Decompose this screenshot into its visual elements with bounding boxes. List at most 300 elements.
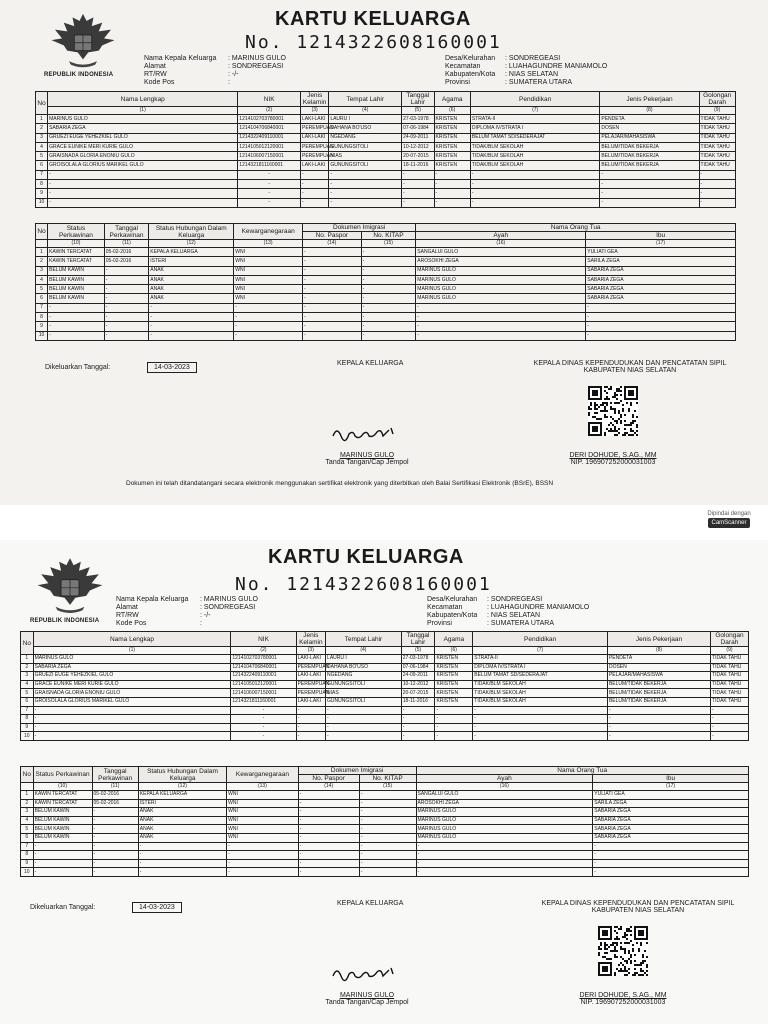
- member-kerja: PENDETA: [607, 655, 710, 664]
- row-number: 10: [21, 732, 34, 741]
- member-agama: KRISTEN: [434, 161, 470, 170]
- member-tempat: GUNUNGSITOLI: [326, 680, 402, 689]
- member-row: [21, 663, 749, 672]
- country-label: REPUBLIK INDONESIA: [44, 72, 114, 78]
- column-header-goldar: Golongan Darah: [699, 92, 735, 107]
- header-label: Nama Kepala Keluarga: [116, 596, 189, 603]
- member-kerja: BELUM/TIDAK BEKERJA: [607, 680, 710, 689]
- status-kitap: -: [359, 799, 416, 808]
- empty-cell: -: [33, 723, 231, 732]
- member-no: 3: [36, 133, 48, 142]
- empty-cell: -: [48, 331, 105, 340]
- member-goldar: TIDAK TAHU: [699, 152, 735, 161]
- status-ibu: SARILA ZEGA: [593, 799, 749, 808]
- member-nama: SABARIA ZEGA: [33, 663, 231, 672]
- status-status: KAWIN TERCATAT: [33, 799, 92, 808]
- empty-cell: -: [699, 170, 735, 179]
- empty-cell: -: [416, 313, 586, 322]
- member-agama: KRISTEN: [434, 115, 470, 124]
- column-index: (13): [227, 783, 299, 791]
- status-ibu: YULIATI GEA: [586, 248, 736, 257]
- status-row: [36, 275, 736, 284]
- empty-cell: -: [238, 198, 301, 207]
- status-row: [36, 248, 736, 257]
- member-tgl: 24-09-2011: [402, 133, 434, 142]
- header-left-row: [144, 79, 286, 87]
- column-index: (9): [711, 647, 749, 655]
- member-tgl: 07-06-1984: [401, 663, 435, 672]
- member-jk: PEREMPUAN: [297, 689, 330, 696]
- header-value: : SONDREGEASI: [487, 596, 543, 603]
- empty-cell: -: [326, 706, 402, 715]
- empty-cell: -: [600, 198, 699, 207]
- status-paspor: -: [298, 799, 359, 808]
- status-tgl: 05-02-2016: [92, 799, 138, 808]
- member-tempat: NGEDANG: [329, 133, 402, 142]
- empty-cell: -: [607, 723, 710, 732]
- empty-cell: -: [33, 715, 231, 724]
- status-kitap: -: [361, 285, 416, 294]
- empty-cell: -: [401, 706, 435, 715]
- status-no: 6: [36, 294, 48, 303]
- member-nama: MARINUS GULO: [33, 655, 231, 664]
- status-paspor: -: [298, 833, 359, 842]
- status-kwn: WNI: [234, 275, 303, 284]
- header-value: :: [200, 620, 202, 627]
- empty-cell: -: [234, 331, 303, 340]
- status-ayah: AROSOKHI ZEGA: [416, 799, 593, 808]
- header-label: Provinsi: [445, 79, 470, 86]
- empty-row: [36, 313, 736, 322]
- member-tgl: 18-11-2016: [402, 161, 434, 170]
- member-goldar: TIDAK TAHU: [699, 115, 735, 124]
- document-number: No. 1214322608160001: [235, 574, 492, 595]
- member-tgl: 20-07-2015: [401, 689, 435, 698]
- official-signature-block: [548, 992, 698, 1006]
- status-ibu: SABARIA ZEGA: [593, 808, 749, 817]
- member-jk: PEREMPUAN: [301, 152, 329, 161]
- member-nik: 1214102703780001: [238, 115, 301, 124]
- empty-row: [36, 189, 736, 198]
- empty-cell: -: [402, 198, 434, 207]
- status-ibu: SABARIA ZEGA: [586, 275, 736, 284]
- member-nama: GRAISNADA GLORIA ENONIU GULO: [48, 152, 238, 161]
- status-status: BELUM KAWIN: [48, 294, 105, 303]
- empty-cell: -: [435, 732, 473, 741]
- status-ibu: SABARIA ZEGA: [586, 266, 736, 275]
- status-ibu: SABARIA ZEGA: [586, 294, 736, 303]
- member-tempat: NIAS: [326, 689, 402, 698]
- member-no: 4: [21, 680, 34, 689]
- issued-label: Dikeluarkan Tanggal:: [45, 364, 111, 371]
- kepala-caption: Tanda Tangan/Cap Jempol: [325, 999, 409, 1006]
- column-header-kwn: Kewarganegaraan: [234, 224, 303, 240]
- column-index: (14): [303, 240, 362, 248]
- header-label: Kode Pos: [116, 620, 147, 627]
- kepala-keluarga-label: KEPALA KELUARGA: [337, 900, 404, 907]
- status-kwn: WNI: [234, 285, 303, 294]
- empty-cell: -: [361, 331, 416, 340]
- status-ibu: SABARIA ZEGA: [593, 833, 749, 842]
- member-row: [36, 152, 736, 161]
- official-nip: NIP. 196907252000031003: [570, 459, 656, 466]
- column-header-goldar: Golongan Darah: [711, 632, 749, 647]
- row-number: 10: [21, 868, 34, 877]
- status-kwn: WNI: [227, 816, 299, 825]
- member-row: [21, 697, 749, 706]
- member-jk: PEREMPUAN: [301, 124, 329, 133]
- empty-cell: -: [326, 723, 402, 732]
- camscanner-logo: CamScanner: [708, 518, 749, 528]
- empty-cell: -: [361, 322, 416, 331]
- status-kitap: -: [361, 257, 416, 266]
- empty-cell: -: [48, 170, 238, 179]
- empty-cell: -: [434, 180, 470, 189]
- member-pend: TIDAK/BLM SEKOLAH: [473, 689, 608, 698]
- member-jk: LAKI-LAKI: [301, 115, 329, 124]
- empty-cell: -: [359, 842, 416, 851]
- status-kwn: WNI: [227, 833, 299, 842]
- status-tgl: 05-02-2016: [92, 791, 138, 800]
- empty-cell: -: [48, 189, 238, 198]
- member-pend: TIDAK/BLM SEKOLAH: [470, 152, 599, 161]
- member-no: 3: [21, 672, 34, 681]
- empty-cell: -: [470, 198, 599, 207]
- status-tgl: -: [104, 285, 149, 294]
- member-kerja: DOSEN: [600, 124, 699, 133]
- empty-cell: -: [238, 170, 301, 179]
- member-nama: GROISOLALA GLORIUS MARIKEL GULO: [33, 697, 231, 706]
- status-kitap: -: [359, 791, 416, 800]
- status-no: 1: [21, 791, 34, 800]
- empty-cell: -: [92, 859, 138, 868]
- header-value: : LUAHAGUNDRE MANIAMOLO: [487, 604, 590, 611]
- member-no: 6: [21, 697, 34, 706]
- empty-cell: -: [473, 715, 608, 724]
- header-label: Kecamatan: [445, 63, 481, 70]
- empty-cell: -: [296, 723, 325, 732]
- member-kerja: BELUM/TIDAK BEKERJA: [607, 689, 710, 698]
- member-tempat: GUNUNGSITOLI: [326, 697, 402, 706]
- status-no: 2: [21, 799, 34, 808]
- header-left: [144, 55, 286, 87]
- member-jk: LAKI-LAKI: [296, 655, 325, 664]
- empty-cell: -: [699, 180, 735, 189]
- member-agama: KRISTEN: [434, 142, 470, 151]
- empty-cell: -: [607, 732, 710, 741]
- member-row: [21, 655, 749, 664]
- members-header-row: [21, 632, 749, 647]
- status-no: 4: [36, 275, 48, 284]
- member-nik: 1214321811160001: [231, 697, 296, 706]
- row-number: 7: [21, 842, 34, 851]
- member-agama: KRISTEN: [434, 133, 470, 142]
- column-index: (9): [699, 107, 735, 115]
- column-header-paspor: No. Paspor: [303, 232, 362, 240]
- status-index-row: [21, 783, 749, 791]
- status-hub: KEPALA KELUARGA: [149, 248, 234, 257]
- column-index: (8): [600, 107, 699, 115]
- status-status: KAWIN TERCATAT: [48, 248, 105, 257]
- empty-cell: -: [361, 313, 416, 322]
- column-header-ortu: Nama Orang Tua: [416, 224, 736, 232]
- empty-cell: -: [301, 170, 329, 179]
- empty-cell: -: [296, 715, 325, 724]
- status-row: [21, 799, 749, 808]
- column-index: (17): [586, 240, 736, 248]
- signature-icon: [329, 962, 399, 984]
- column-index: (12): [138, 783, 226, 791]
- status-tgl: -: [104, 266, 149, 275]
- member-kerja: PENDETA: [600, 115, 699, 124]
- member-jk: PEREMPUAN: [297, 663, 330, 670]
- column-index: (5): [401, 647, 435, 655]
- column-header-tgl-kawin: Tanggal Perkawinan: [104, 224, 149, 240]
- member-pend: STRATA-II: [473, 655, 608, 664]
- column-index: (1): [33, 647, 231, 655]
- member-goldar: TIDAK TAHU: [711, 655, 749, 664]
- member-tempat: DAHANA BO'USO: [329, 124, 402, 133]
- header-value: : MARINUS GULO: [228, 55, 286, 62]
- header-right-row: [445, 71, 607, 79]
- member-pend: DIPLOMA IV/STRATA I: [473, 663, 608, 672]
- empty-cell: -: [227, 859, 299, 868]
- status-ayah: MARINUS GULO: [416, 275, 586, 284]
- qr-code-icon: [598, 926, 648, 976]
- member-pend: TIDAK/BLM SEKOLAH: [470, 161, 599, 170]
- column-index: (16): [416, 240, 586, 248]
- empty-cell: -: [138, 868, 226, 877]
- header-label: Desa/Kelurahan: [427, 596, 478, 603]
- empty-cell: -: [711, 732, 749, 741]
- member-goldar: TIDAK TAHU: [711, 680, 749, 689]
- member-row: [36, 133, 736, 142]
- status-tgl: -: [92, 816, 138, 825]
- column-header-imigrasi: Dokumen Imigrasi: [303, 224, 416, 232]
- document-title: KARTU KELUARGA: [275, 8, 471, 30]
- column-index: (6): [435, 647, 473, 655]
- family-status-table: [20, 766, 749, 877]
- column-index: (4): [326, 647, 402, 655]
- empty-cell: -: [238, 180, 301, 189]
- empty-cell: -: [234, 303, 303, 312]
- empty-cell: -: [48, 180, 238, 189]
- empty-cell: -: [586, 322, 736, 331]
- camscanner-watermark: [700, 510, 758, 528]
- column-header-ibu: Ibu: [593, 775, 749, 783]
- empty-cell: -: [416, 859, 593, 868]
- status-status: BELUM KAWIN: [48, 266, 105, 275]
- header-left-row: [144, 71, 286, 79]
- member-row: [21, 680, 749, 689]
- member-pend: TIDAK/BLM SEKOLAH: [473, 697, 608, 706]
- column-header-imigrasi: Dokumen Imigrasi: [298, 767, 416, 775]
- row-number: 8: [36, 180, 48, 189]
- status-ayah: MARINUS GULO: [416, 808, 593, 817]
- member-tgl: 18-11-2016: [401, 697, 435, 706]
- status-hub: ANAK: [138, 816, 226, 825]
- status-kwn: WNI: [227, 799, 299, 808]
- empty-cell: -: [33, 868, 92, 877]
- empty-cell: -: [227, 851, 299, 860]
- empty-row: [21, 723, 749, 732]
- status-hub: ANAK: [149, 275, 234, 284]
- member-agama: KRISTEN: [435, 655, 473, 664]
- empty-cell: -: [470, 180, 599, 189]
- header-right-row: [445, 63, 607, 71]
- header-left: [116, 596, 258, 628]
- status-tgl: -: [92, 825, 138, 834]
- status-ibu: YULIATI GEA: [593, 791, 749, 800]
- member-jk: LAKI-LAKI: [301, 161, 329, 170]
- empty-cell: -: [711, 706, 749, 715]
- empty-cell: -: [416, 322, 586, 331]
- member-goldar: TIDAK TAHU: [699, 142, 735, 151]
- member-nik: 1214102703780001: [231, 655, 296, 664]
- member-tempat: DAHANA BO'USO: [326, 663, 402, 672]
- column-header-kitap: No. KITAP: [361, 232, 416, 240]
- status-tgl: -: [92, 833, 138, 842]
- header-label: RT/RW: [144, 71, 167, 78]
- member-kerja: DOSEN: [607, 663, 710, 672]
- empty-cell: -: [33, 851, 92, 860]
- members-header-row: [36, 92, 736, 107]
- status-kitap: -: [359, 833, 416, 842]
- status-no: 5: [21, 825, 34, 834]
- empty-cell: -: [593, 868, 749, 877]
- empty-cell: -: [402, 180, 434, 189]
- member-tempat: NIAS: [329, 152, 402, 161]
- header-value: : -/-: [228, 71, 239, 78]
- header-right: [445, 55, 607, 87]
- member-tgl: 24-09-2011: [401, 672, 435, 681]
- row-number: 10: [36, 198, 48, 207]
- members-index-row: [36, 107, 736, 115]
- status-no: 5: [36, 285, 48, 294]
- status-ibu: SABARIA ZEGA: [586, 285, 736, 294]
- status-hub: ANAK: [149, 294, 234, 303]
- empty-cell: -: [149, 322, 234, 331]
- column-header-kwn: Kewarganegaraan: [227, 767, 299, 783]
- status-kitap: -: [361, 275, 416, 284]
- signature-icon: [329, 422, 399, 444]
- dinas-title: KEPALA DINAS KEPENDUDUKAN DAN PENCATATAN SIPIL: [541, 900, 735, 907]
- empty-row: [36, 170, 736, 179]
- status-kwn: WNI: [234, 248, 303, 257]
- member-goldar: TIDAK TAHU: [699, 133, 735, 142]
- status-status: KAWIN TERCATAT: [48, 257, 105, 266]
- status-kwn: WNI: [227, 825, 299, 834]
- column-index: (7): [473, 647, 608, 655]
- member-agama: KRISTEN: [434, 124, 470, 133]
- member-pend: TIDAK/BLM SEKOLAH: [473, 680, 608, 689]
- empty-cell: -: [238, 189, 301, 198]
- empty-cell: -: [33, 706, 231, 715]
- header-label: Alamat: [144, 63, 166, 70]
- empty-cell: -: [402, 189, 434, 198]
- empty-cell: -: [329, 180, 402, 189]
- empty-cell: -: [48, 322, 105, 331]
- column-index: [36, 240, 48, 248]
- members-index-row: [21, 647, 749, 655]
- empty-cell: -: [401, 715, 435, 724]
- empty-cell: -: [402, 170, 434, 179]
- header-left-row: [116, 620, 258, 628]
- empty-cell: -: [227, 842, 299, 851]
- empty-cell: -: [33, 859, 92, 868]
- column-index: (16): [416, 783, 593, 791]
- members-table: [35, 91, 736, 208]
- column-header-hubungan: Status Hubungan Dalam Keluarga: [149, 224, 234, 240]
- status-kitap: -: [361, 266, 416, 275]
- document-title: KARTU KELUARGA: [268, 546, 464, 568]
- header-left-row: [116, 596, 258, 604]
- status-paspor: -: [298, 816, 359, 825]
- header-value: : MARINUS GULO: [200, 596, 258, 603]
- member-nik: 1214322409110001: [231, 672, 296, 681]
- status-paspor: -: [298, 791, 359, 800]
- column-index: (2): [238, 107, 301, 115]
- status-no: 3: [21, 808, 34, 817]
- status-hub: ANAK: [138, 833, 226, 842]
- header-label: Desa/Kelurahan: [445, 55, 496, 62]
- column-index: (2): [231, 647, 296, 655]
- status-ibu: SABARIA ZEGA: [593, 825, 749, 834]
- dinas-label: [500, 360, 760, 374]
- status-header-row-1: [36, 224, 736, 232]
- status-paspor: -: [303, 257, 362, 266]
- column-index: (13): [234, 240, 303, 248]
- empty-cell: -: [303, 303, 362, 312]
- empty-cell: -: [92, 851, 138, 860]
- column-header-jk: Jenis Kelamin: [296, 632, 325, 647]
- header-label: Kecamatan: [427, 604, 463, 611]
- kk-scan-page-2: [0, 540, 768, 1024]
- status-status: BELUM KAWIN: [33, 816, 92, 825]
- column-index: (10): [33, 783, 92, 791]
- status-row: [21, 791, 749, 800]
- member-no: 5: [21, 689, 34, 698]
- member-pend: TIDAK/BLM SEKOLAH: [470, 142, 599, 151]
- empty-row: [21, 706, 749, 715]
- column-index: (7): [470, 107, 599, 115]
- column-index: (8): [607, 647, 710, 655]
- column-index: (15): [361, 240, 416, 248]
- member-pend: BELUM TAMAT SD/SEDERAJAT: [473, 672, 608, 681]
- empty-row: [36, 198, 736, 207]
- member-kerja: BELUM/TIDAK BEKERJA: [600, 142, 699, 151]
- column-header-ayah: Ayah: [416, 232, 586, 240]
- column-header-jk: Jenis Kelamin: [301, 92, 329, 107]
- footnote: Dokumen ini telah ditandatangani secara elektronik menggunakan sertifikat elektronik yang diterbitkan oleh Balai Sertifikasi Elektronik (BSrE), BSSN: [126, 480, 554, 487]
- member-jk: PEREMPUAN: [301, 142, 329, 151]
- member-no: 4: [36, 142, 48, 151]
- status-kwn: WNI: [227, 791, 299, 800]
- column-index: (5): [402, 107, 434, 115]
- member-jk: LAKI-LAKI: [296, 697, 325, 706]
- member-tempat: GUNUNGSITOLI: [329, 161, 402, 170]
- empty-cell: -: [104, 313, 149, 322]
- column-index: (10): [48, 240, 105, 248]
- kepala-keluarga-label: KEPALA KELUARGA: [337, 360, 404, 367]
- member-no: 1: [21, 655, 34, 664]
- member-nama: GROISOLALA GLORIUS MARIKEL GULO: [48, 161, 238, 170]
- status-hub: ISTERI: [138, 799, 226, 808]
- column-header-no: No: [36, 92, 48, 115]
- column-index: (11): [92, 783, 138, 791]
- member-nama: GRACE EUNIKE MERI KURIE GULO: [48, 142, 238, 151]
- empty-cell: -: [298, 842, 359, 851]
